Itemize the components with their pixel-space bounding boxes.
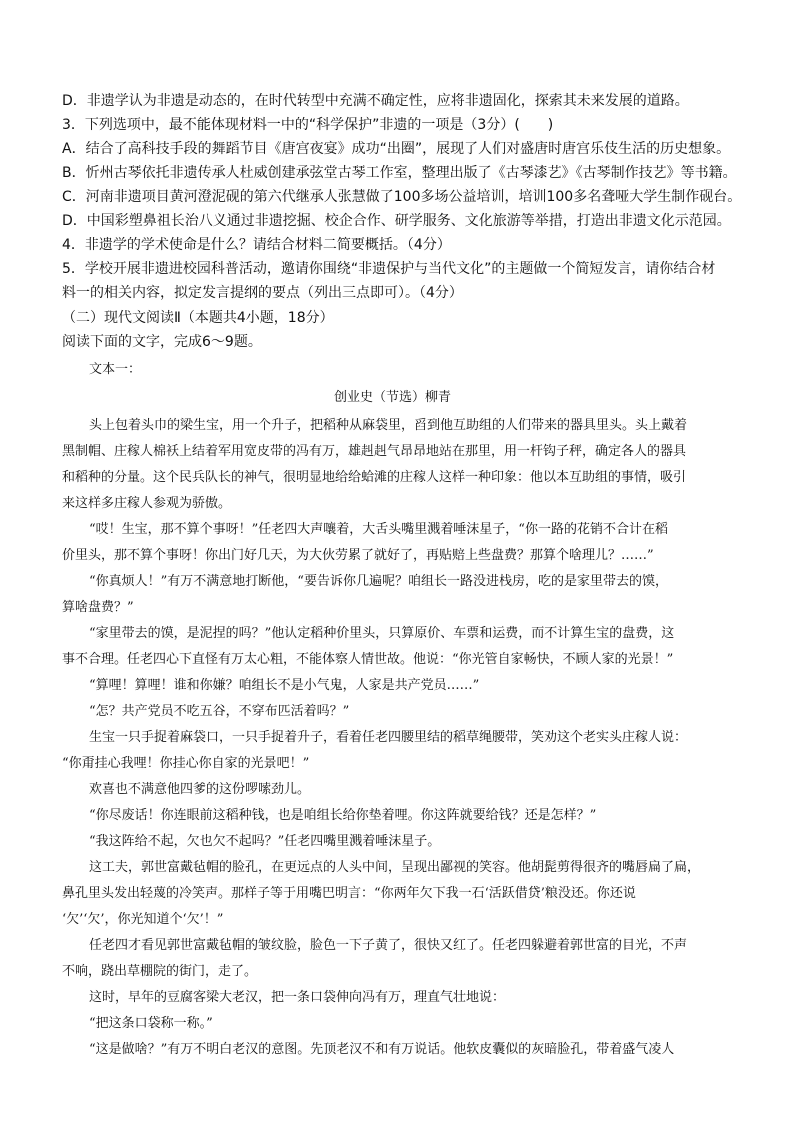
q5-stem-line1: 5．学校开展非遗进校园科普活动，邀请你围绕“非遗保护与当代文化”的主题做一个简短发言，请你结合材: [62, 261, 716, 277]
passage-line: “哎！生宝，那不算个事呀！”任老四大声嚷着，大舌头嘴里溅着唾沫星子，“你一路的花销不合计在稻: [89, 522, 668, 537]
passage-line: “算哩！算哩！谁和你嫌？咱组长不是小气鬼，人家是共产党员……”: [89, 678, 480, 693]
passage-line: ‘欠’‘欠’，你光知道个‘欠’！”: [62, 912, 224, 927]
passage-line: “家里带去的馍，是泥捏的吗？”他认定稻种价里头，只算原价、车票和运费，而不计算生宝的盘费，这: [89, 626, 675, 641]
passage-line: 价里头，那不算个事呀！你出门好几天，为大伙劳累了就好了，再贴赔上些盘费？那算个啥理儿？……”: [62, 548, 654, 563]
passage-line: 不响，跷出草棚院的街门，走了。: [62, 964, 258, 979]
passage-line: 这工夫，郭世富戴毡帽的脸孔，在更远点的人头中间，呈现出鄙视的笑容。他胡髭剪得很齐的嘴唇扁了扁，: [89, 860, 701, 875]
q3-option-b: B．忻州古琴依托非遗传承人杜威创建承弦堂古琴工作室，整理出版了《古琴漆艺》《古琴制作技艺》等书籍。: [62, 165, 737, 181]
passage-title: 创业史（节选）柳青: [334, 390, 452, 405]
passage-line: “你尽废话！你连眼前这稻种钱，也是咱组长给你垫着哩。你这阵就要给钱？还是怎样？”: [89, 808, 597, 823]
passage-line: 来这样多庄稼人参观为骄傲。: [62, 496, 232, 511]
passage-line: “这是做啥？”有万不明白老汉的意图。先顶老汉不和有万说话。他软皮囊似的灰暗脸孔，带着盛气凌人: [89, 1042, 675, 1057]
passage-line: 算啥盘费？”: [62, 600, 134, 615]
q4-stem: 4．非遗学的学术使命是什么？请结合材料二简要概括。（4分）: [62, 237, 451, 253]
q5-stem-line2: 料一的相关内容，拟定发言提纲的要点（列出三点即可）。（4分）: [62, 285, 463, 301]
passage-line: 黑制帽、庄稼人棉袄上结着军用宽皮带的冯有万，雄赳赳气昂昂地站在那里，用一杆钩子秤，确定各人的器具: [62, 444, 687, 459]
passage-line: 生宝一只手捉着麻袋口，一只手捉着升子，看着任老四腰里结的稻草绳腰带，笑劝这个老实头庄稼人说：: [89, 730, 688, 745]
passage-line: 这时，早年的豆腐客梁大老汉，把一条口袋伸向冯有万，理直气壮地说：: [89, 990, 506, 1005]
section-heading: （二）现代文阅读Ⅱ（本题共4小题，18分）: [62, 310, 334, 326]
passage-line: “怎？共产党员不吃五谷，不穿布匹活着吗？”: [89, 704, 350, 719]
q3-option-d: D．中国彩塑鼻祖长治八义通过非遗挖掘、校企合作、研学服务、文化旅游等举措，打造出非遗文化示范园。: [62, 213, 731, 229]
q3-option-c: C．河南非遗项目黄河澄泥砚的第六代继承人张慧做了100多场公益培训，培训100多名聋哑大学生制作砚台。: [62, 189, 742, 205]
passage-line: “把这条口袋称一称。”: [89, 1016, 213, 1031]
reading-instruction: 阅读下面的文字，完成6～9题。: [62, 334, 262, 350]
passage-label: 文本一：: [89, 362, 142, 377]
passage-line: “我这阵给不起，欠也欠不起吗？”任老四嘴里溅着唾沫星子。: [89, 834, 441, 849]
passage-line: “你甭挂心我哩！你挂心你自家的光景吧！”: [62, 756, 310, 771]
q2-option-d: D．非遗学认为非遗是动态的，在时代转型中充满不确定性，应将非遗固化，探索其未来发展的道路。: [62, 93, 689, 109]
passage-line: “你真烦人！”有万不满意地打断他，“要告诉你几遍呢？咱组长一路没进栈房，吃的是家里带去的馍，: [89, 574, 668, 589]
q3-option-a: A．结合了高科技手段的舞蹈节目《唐宫夜宴》成功“出圈”，展现了人们对盛唐时唐宫乐伎生活的历史想象。: [62, 141, 731, 157]
q3-stem: 3．下列选项中，最不能体现材料一中的“科学保护”非遗的一项是（3分）( ): [62, 117, 554, 133]
passage-line: 欢喜也不满意他四爹的这份啰嗦劲儿。: [89, 782, 311, 797]
passage-line: 头上包着头巾的梁生宝，用一个升子，把稻种从麻袋里，舀到他互助组的人们带来的器具里头。头上戴着: [89, 418, 688, 433]
passage-line: 和稻种的分量。这个民兵队长的神气，很明显地给给蛤滩的庄稼人这样一种印象：他以本互助组的事情，吸引: [62, 470, 687, 485]
passage-line: 鼻孔里头发出轻蔑的冷笑声。那样子等于用嘴巴明言：“你两年欠下我一石‘活跃借贷’粮没还。你还说: [62, 886, 636, 901]
passage-line: 事不合理。任老四心下直怪有万太心粗，不能体察人情世故。他说：“你光管自家畅快，不顾人家的光景！”: [62, 652, 674, 667]
passage-line: 任老四才看见郭世富戴毡帽的皱纹脸，脸色一下子黄了，很快又红了。任老四躲避着郭世富的目光，不声: [89, 938, 688, 953]
